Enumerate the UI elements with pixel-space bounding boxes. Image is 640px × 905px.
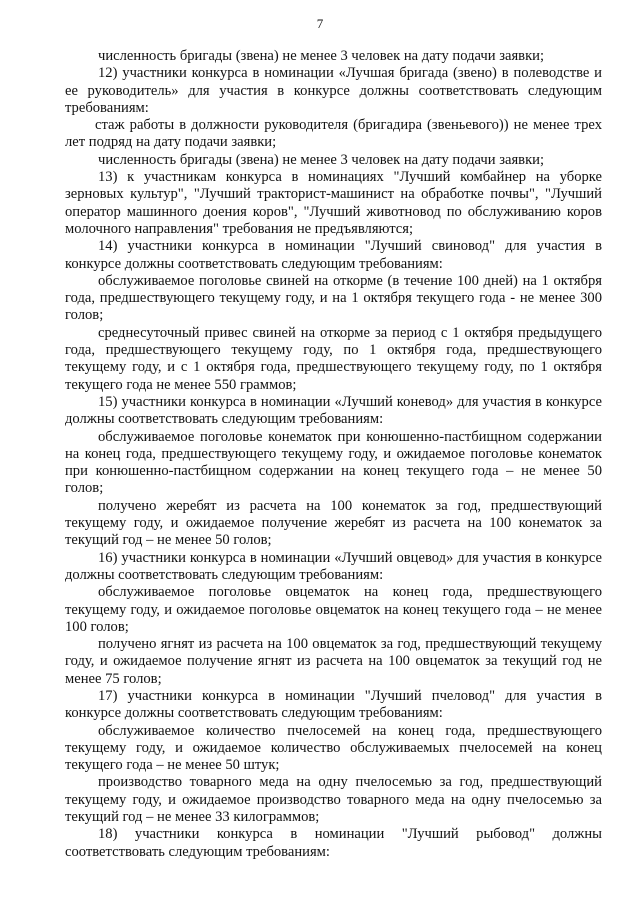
page-number: 7: [316, 16, 324, 31]
paragraph: обслуживаемое поголовье свиней на откорме (в течение 100 дней) на 1 октября года, предшествующего текущему году, и на 1 октября текущего года - не менее 300 голов;: [65, 272, 602, 324]
paragraph: стаж работы в должности руководителя (бригадира (звеньевого)) не менее трех лет подряд на дату подачи заявки;: [65, 117, 602, 151]
paragraph: производство товарного меда на одну пчелосемью за год, предшествующий текущему году, и ожидаемое производство товарного меда на одну пчелосемью за текущий год – не менее 33 килограммов;: [65, 774, 602, 826]
paragraph: 17) участники конкурса в номинации "Лучший пчеловод" для участия в конкурсе должны соответствовать следующим требованиям:: [65, 687, 602, 722]
paragraph: среднесуточный привес свиней на откорме за период с 1 октября предыдущего года, предшествующего текущему году, по 1 октября года, предшествующего текущему году, и с 1 октября года, предшествующего текущему году, по 1 октября текущего года не менее 550 граммов;: [65, 324, 602, 393]
paragraph: получено ягнят из расчета на 100 овцематок за год, предшествующий текущему году, и ожидаемое получение ягнят из расчета на 100 овцематок за текущий год не менее 75 голов;: [65, 636, 602, 687]
paragraph: получено жеребят из расчета на 100 конематок за год, предшествующий текущему году, и ожидаемое получение жеребят из расчета на 100 конематок за текущий год – не менее 50 голов;: [65, 497, 602, 549]
paragraph: 15) участники конкурса в номинации «Лучший коневод» для участия в конкурсе должны соответствовать следующим требованиям:: [65, 393, 602, 428]
paragraph: 18) участники конкурса в номинации "Лучший рыбовод" должны соответствовать следующим требованиям:: [65, 826, 602, 860]
paragraph: численность бригады (звена) не менее 3 человек на дату подачи заявки;: [98, 151, 545, 168]
paragraph: обслуживаемое поголовье овцематок на конец года, предшествующего текущему году, и ожидаемое поголовье овцематок на конец текущего года – не менее 100 голов;: [65, 584, 602, 635]
paragraph: обслуживаемое количество пчелосемей на конец года, предшествующего текущему году, и ожидаемое количество обслуживаемых пчелосемей на конец текущего года – не менее 50 штук;: [65, 722, 602, 774]
body-text: [65, 48, 602, 861]
paragraph: обслуживаемое поголовье конематок при конюшенно-пастбищном содержании на конец года, предшествующего текущему году, и ожидаемое поголовье конематок при конюшенно-пастбищном содержании на конец текущего года – не менее 50 голов;: [65, 428, 602, 497]
paragraph: 12) участники конкурса в номинации «Лучшая бригада (звено) в полеводстве и ее руководитель» для участия в конкурсе должны соответствовать следующим требованиям:: [65, 65, 602, 116]
paragraph: численность бригады (звена) не менее 3 человек на дату подачи заявки;: [98, 48, 545, 64]
paragraph: 16) участники конкурса в номинации «Лучший овцевод» для участия в конкурсе должны соответствовать следующим требованиям:: [65, 549, 602, 583]
paragraph: 13) к участникам конкурса в номинациях "Лучший комбайнер на уборке зерновых культур", "Лучший тракторист-машинист на обработке почвы", "Лучший оператор машинного доения коров", "Лучший животновод по обслуживанию коров молочного направления" требования не предъявляются;: [65, 169, 602, 237]
paragraph: 14) участники конкурса в номинации "Лучший свиновод" для участия в конкурсе должны соответствовать следующим требованиям:: [65, 238, 602, 272]
